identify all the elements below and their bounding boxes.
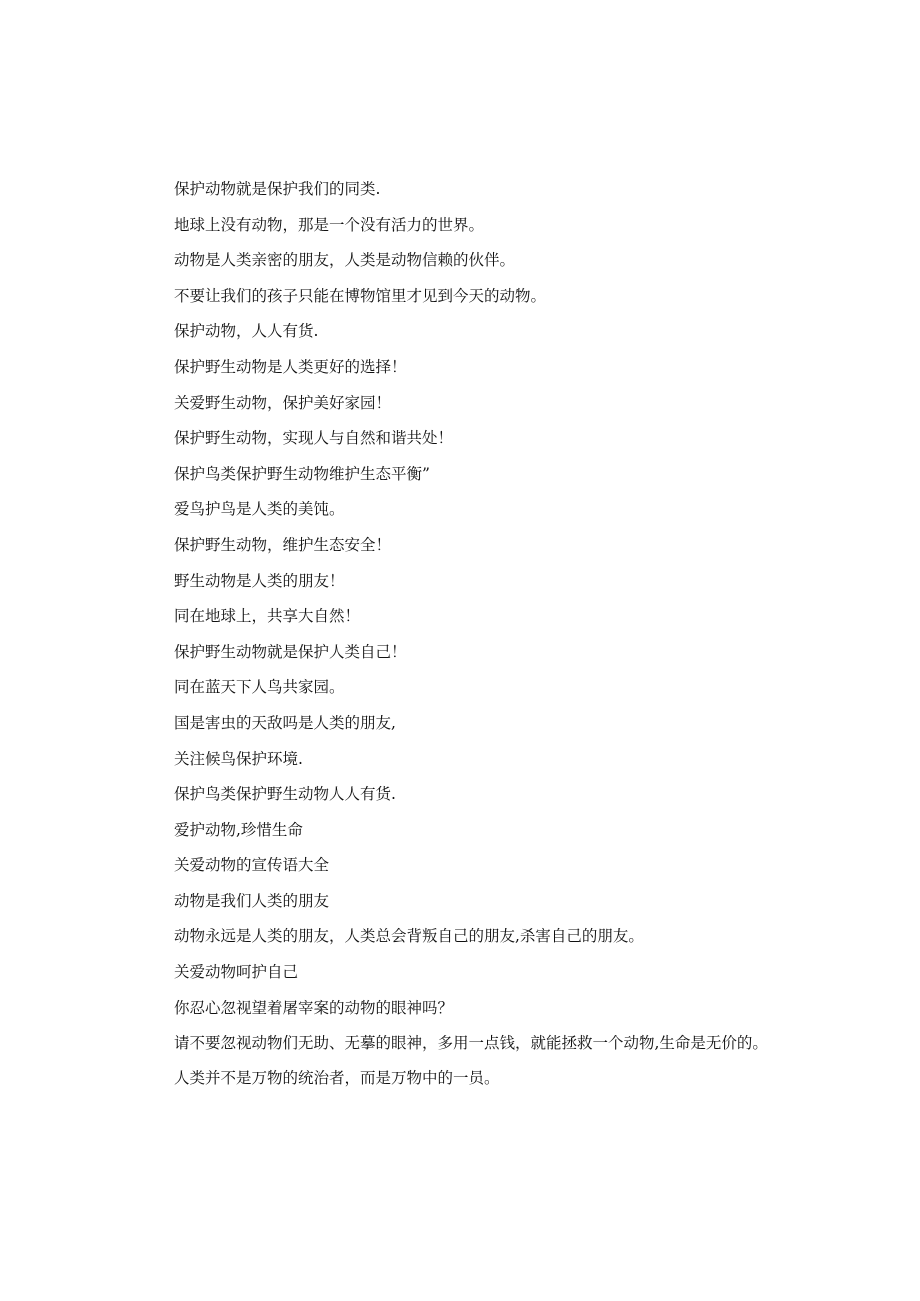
document-body [118,176,788,1101]
text-line: 爱护动物,珍惜生命 [174,820,303,839]
text-line: 不要让我们的孩子只能在博物馆里才见到今天的动物。 [174,286,547,305]
text-line: 同在地球上，共享大自然！ [174,607,361,626]
text-line: 保护野生动物，实现人与自然和谐共处！ [174,429,454,448]
text-line: 保护野生动物是人类更好的选择！ [174,357,407,376]
text-line: 动物是我们人类的朋友 [174,891,330,910]
text-line: 人类并不是万物的统治者，而是万物中的一员。 [174,1069,500,1088]
text-line: 同在蓝天下人鸟共家园。 [174,678,345,697]
text-line: 保护动物就是保护我们的同类. [174,180,381,198]
text-line: 你忍心忽视望着屠宰案的动物的眼神吗？ [174,998,454,1017]
text-line: 保护动物，人人有货. [174,322,319,341]
text-line: 保护鸟类保护野生动物维护生态平衡” [174,464,430,483]
text-line: 保护鸟类保护野生动物人人有货. [174,785,396,804]
text-paragraph: 请不要忽视动物们无助、无摹的眼神，多用一点钱，就能拯救一个动物,生命是无价的。 [174,1034,768,1053]
text-line: 动物是人类亲密的朋友，人类是动物信赖的伙伴。 [174,251,516,270]
text-line: 野生动物是人类的朋友！ [174,571,345,590]
text-line: 爱鸟护鸟是人类的美饨。 [174,500,345,519]
text-line: 关注候鸟保护环境. [174,749,303,768]
text-line: 保护野生动物，维护生态安全！ [174,535,392,554]
text-line: 国是害虫的天敌吗是人类的朋友, [174,713,396,732]
text-line: 保护野生动物就是保护人类自己！ [174,642,407,661]
text-line: 关爱动物的宣传语大全 [174,856,330,875]
text-line: 动物永远是人类的朋友，人类总会背叛自己的朋友,杀害自己的朋友。 [174,927,644,946]
text-line: 地球上没有动物，那是一个没有活力的世界。 [174,215,485,234]
text-line: 关爱野生动物，保护美好家园！ [174,393,392,412]
text-line: 关爱动物呵护自己 [174,963,299,982]
